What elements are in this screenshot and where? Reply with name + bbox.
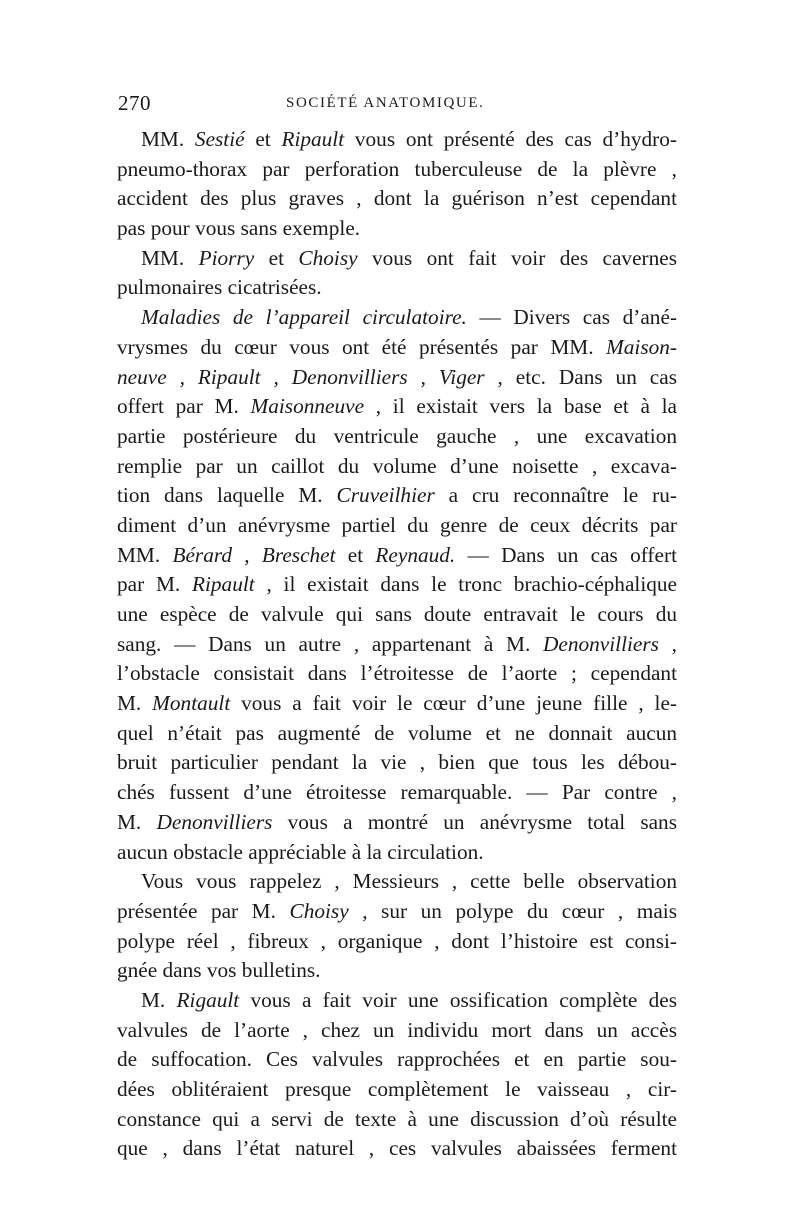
text-line (117, 808, 677, 838)
text-segment: tion dans laquelle M. (117, 483, 337, 508)
italic-text: Denonvilliers (156, 809, 273, 834)
italic-text: Maison- (606, 334, 677, 359)
text-segment: présentée par M. (117, 898, 290, 923)
text-segment: offert par M. (117, 394, 251, 419)
text-line (117, 659, 677, 689)
text-segment: MM. (141, 245, 199, 270)
italic-text: Cruveilhier (336, 483, 435, 508)
italic-text: neuve , Ripault , Denonvilliers , Viger (117, 364, 485, 389)
page-number: 270 (118, 91, 151, 115)
text-line (117, 1045, 677, 1075)
text-segment: accident des plus graves , dont la guérison n’est cependant (117, 186, 677, 211)
page-header (118, 91, 678, 121)
text-line (117, 1134, 677, 1164)
text-line (117, 1105, 677, 1135)
text-segment: aucun obstacle appréciable à la circulation. (117, 839, 484, 864)
italic-text: Ripault (281, 127, 345, 151)
text-line (117, 1075, 677, 1105)
text-segment: remplie par un caillot du volume d’une noisette , excava- (117, 453, 677, 478)
italic-text: Choisy (289, 898, 349, 923)
text-segment: et (335, 542, 376, 567)
text-segment: — Divers cas d’ané- (466, 305, 678, 330)
text-segment: par M. (117, 572, 192, 597)
text-segment: pas pour vous sans exemple. (117, 216, 361, 241)
text-line (117, 867, 677, 897)
italic-text: Ripault (191, 572, 255, 597)
text-segment: bruit particulier pendant la vie , bien que tous les débou- (117, 750, 677, 775)
text-line (117, 778, 677, 808)
text-line (117, 719, 677, 749)
text-line (117, 541, 677, 571)
text-segment: , (658, 631, 677, 656)
text-line (117, 452, 677, 482)
body-text (117, 125, 677, 1164)
text-line (117, 333, 677, 363)
text-segment: a cru reconnaître le ru- (434, 483, 677, 508)
text-segment: , il existait dans le tronc brachio-céphalique (254, 572, 677, 597)
text-segment: vous a fait voir le cœur d’une jeune fille , le- (230, 691, 677, 716)
text-line (117, 748, 677, 778)
text-segment: et (244, 127, 282, 151)
italic-text: Montault (152, 691, 231, 716)
text-segment: et (254, 245, 299, 270)
text-segment: vrysmes du cœur vous ont été présentés par MM. (117, 334, 607, 359)
italic-text: Reynaud. (375, 542, 456, 567)
text-line (117, 481, 677, 511)
text-segment: M. (141, 987, 177, 1012)
text-segment: vous ont fait voir des cavernes (357, 245, 677, 270)
text-line (117, 511, 677, 541)
text-segment: diment d’un anévrysme partiel du genre de ceux décrits par (117, 512, 677, 537)
text-segment: chés fussent d’une étroitesse remarquable. — Par contre , (117, 780, 677, 805)
text-segment: vous a montré un anévrysme total sans (272, 809, 677, 834)
text-segment: vous a fait voir une ossification complète des (239, 987, 677, 1012)
text-segment: dées oblitéraient presque complètement le vaisseau , cir- (117, 1077, 677, 1101)
text-line (117, 244, 677, 274)
text-line (117, 155, 677, 185)
text-segment: — Dans un cas offert (455, 542, 677, 567)
italic-text: Maisonneuve (250, 394, 365, 419)
italic-text: Choisy (298, 245, 358, 270)
text-line (117, 1016, 677, 1046)
text-segment: sang. — Dans un autre , appartenant à M. (117, 631, 544, 656)
text-segment: constance qui a servi de texte à une discussion d’où résulte (117, 1106, 677, 1131)
text-line (117, 956, 677, 986)
text-segment: une espèce de valvule qui sans doute entravait le cours du (117, 602, 677, 626)
text-line (117, 689, 677, 719)
italic-text: Denonvilliers (543, 631, 659, 656)
text-segment: valvules de l’aorte , chez un individu mort dans un accès (117, 1017, 677, 1042)
text-segment: de suffocation. Ces valvules rapprochées et en partie sou- (117, 1047, 677, 1072)
text-segment: Vous vous rappelez , Messieurs , cette belle observation (141, 869, 677, 894)
text-line (117, 363, 677, 393)
text-segment: quel n’était pas augmenté de volume et ne donnait aucun (117, 720, 677, 745)
text-line (117, 986, 677, 1016)
text-segment: , sur un polype du cœur , mais (348, 898, 677, 923)
text-line (117, 422, 677, 452)
text-line (117, 303, 677, 333)
text-segment: l’obstacle consistait dans l’étroitesse de l’aorte ; cependant (117, 661, 677, 686)
text-line (117, 392, 677, 422)
text-segment: que , dans l’état naturel , ces valvules abaissées ferment (117, 1136, 677, 1161)
text-segment: M. (117, 691, 153, 716)
text-line (117, 125, 677, 155)
text-segment: gnée dans vos bulletins. (117, 958, 321, 983)
text-segment: vous ont présenté des cas d’hydro- (344, 127, 677, 151)
text-line (117, 570, 677, 600)
text-segment: pneumo-thorax par perforation tuberculeuse de la plèvre , (117, 156, 677, 181)
text-segment: MM. (141, 127, 195, 151)
text-line (117, 214, 677, 244)
text-segment: , etc. Dans un cas (484, 364, 677, 389)
text-segment: partie postérieure du ventricule gauche , une excavation (117, 423, 677, 448)
italic-text: Rigault (176, 987, 240, 1012)
text-line (117, 838, 677, 868)
text-line (117, 630, 677, 660)
running-title: SOCIÉTÉ ANATOMIQUE. (286, 95, 485, 111)
text-line (117, 600, 677, 630)
text-line (117, 897, 677, 927)
italic-text: Piorry (198, 245, 255, 270)
text-segment: pulmonaires cicatrisées. (117, 275, 322, 300)
text-segment: polype réel , fibreux , organique , dont l’histoire est consi- (117, 928, 677, 953)
text-line (117, 273, 677, 303)
italic-text: Bérard , Breschet (172, 542, 336, 567)
text-segment: MM. (117, 542, 173, 567)
text-line (117, 184, 677, 214)
text-segment: M. (117, 809, 157, 834)
italic-text: Sestié (194, 127, 245, 151)
italic-text: Maladies de l’appareil circulatoire. (141, 305, 467, 330)
text-segment: , il existait vers la base et à la (364, 394, 677, 419)
text-line (117, 927, 677, 957)
